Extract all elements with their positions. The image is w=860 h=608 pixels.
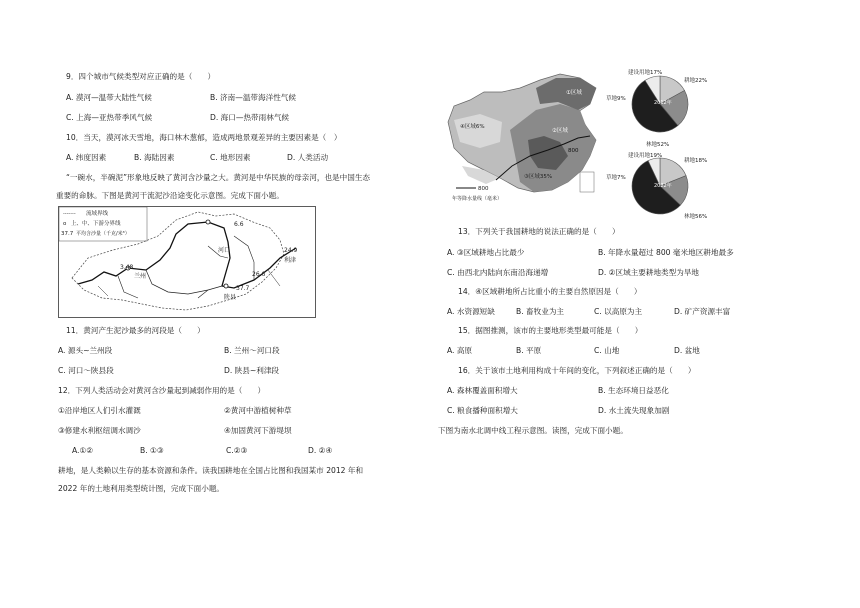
q13-stem: 13．下列关于我国耕地的说法正确的是（ ） — [458, 227, 620, 236]
q13-option-a[interactable]: A. ③区域耕地占比最少 — [447, 248, 525, 257]
q12-item-1: ①沿岸地区人们引水灌溉 — [58, 406, 141, 415]
q11-option-a[interactable]: A. 源头~兰州段 — [58, 346, 113, 355]
q16-option-d[interactable]: D. 水土流失现象加剧 — [598, 406, 670, 415]
q14-option-b[interactable]: B. 畜牧业为主 — [516, 307, 565, 316]
q12-option-d[interactable]: D. ②④ — [308, 446, 333, 455]
legend-boundary-symbol: ------- — [63, 211, 76, 217]
label-contour-800: 800 — [568, 148, 579, 154]
legend-divide-symbol: o — [63, 221, 67, 227]
q11-option-c[interactable]: C. 河口～陕县段 — [58, 366, 114, 375]
pie-2012-label-farmland: 耕地22% — [684, 78, 708, 84]
pie-2022-label-farmland: 耕地18% — [684, 158, 708, 164]
q12-item-3: ③修建水利枢纽调水调沙 — [58, 426, 141, 435]
q11-option-b[interactable]: B. 兰州～河口段 — [224, 346, 280, 355]
q10-option-d[interactable]: D. 人类活动 — [287, 153, 329, 162]
q16-option-b[interactable]: B. 生态环境日益恶化 — [598, 386, 669, 395]
q14-option-c[interactable]: C. 以高原为主 — [594, 307, 643, 316]
q10-option-c[interactable]: C. 地形因素 — [210, 153, 251, 162]
legend-divide: 上、中、下游分界线 — [71, 221, 121, 227]
pie-2012-label-construction: 建设用地17% — [628, 70, 663, 76]
q16-stem: 16．关于该市土地利用构成十年间的变化，下列叙述正确的是（ ） — [458, 366, 696, 375]
value-24-9: 24.9 — [284, 247, 298, 254]
q12-item-2: ②黄河中游植树种草 — [224, 406, 292, 415]
legend-isohyet: 年等降水量线（毫米） — [452, 196, 503, 202]
yellow-river-map — [58, 206, 316, 318]
intro-yellow-river-line1: “一碗水，半碗泥”形象地反映了黄河含沙量之大。黄河是中华民族的母亲河，也是中国生态 — [66, 173, 371, 182]
q10-option-b[interactable]: B. 海陆因素 — [134, 153, 175, 162]
intro-yellow-river-line2: 重要的命脉。下图是黄河干流泥沙沿途变化示意图。完成下面小题。 — [56, 191, 284, 200]
q14-option-a[interactable]: A. 水资源短缺 — [447, 307, 495, 316]
q12-option-c[interactable]: C.②③ — [226, 446, 248, 455]
pie-2022-label-forest: 林地56% — [684, 214, 708, 220]
label-region-4: ④区域6% — [460, 124, 485, 130]
q14-option-d[interactable]: D. 矿产资源丰富 — [674, 307, 731, 316]
q9-option-a[interactable]: A. 漠河—温带大陆性气候 — [66, 93, 152, 102]
q15-option-d[interactable]: D. 盆地 — [674, 346, 700, 355]
legend-boundary: 流域界线 — [86, 211, 109, 217]
place-lanzhou: 兰州 — [134, 273, 147, 280]
place-hekou: 河口 — [218, 247, 231, 254]
pie-2022-label-grass: 草地7% — [606, 175, 626, 181]
value-26-6: 26.6 — [252, 271, 266, 278]
legend-sediment-symbol: 37.7 — [61, 231, 74, 237]
label-region-3: ③区域35% — [524, 174, 553, 180]
q13-option-b[interactable]: B. 年降水量超过 800 毫米地区耕地最多 — [598, 248, 734, 257]
intro-south-north-water: 下图为南水北调中线工程示意图。读图，完成下面小题。 — [438, 426, 628, 435]
place-lijin: 利津 — [284, 257, 297, 264]
q9-option-c[interactable]: C. 上海—亚热带季风气候 — [66, 113, 153, 122]
q10-option-a[interactable]: A. 纬度因素 — [66, 153, 107, 162]
intro-farmland-line2: 2022 年的土地利用类型统计图，完成下面小题。 — [58, 484, 225, 493]
q12-option-a[interactable]: A.①② — [72, 446, 94, 455]
q16-option-c[interactable]: C. 粮食播种面积增大 — [447, 406, 518, 415]
legend-sediment: 平均含沙量（千克/米³） — [76, 231, 130, 237]
pie-2022-year: 2022年 — [654, 183, 672, 189]
q9-option-d[interactable]: D. 海口—热带雨林气候 — [210, 113, 290, 122]
value-37-7: 37.7 — [236, 285, 250, 292]
q16-option-a[interactable]: A. 森林覆盖面积增大 — [447, 386, 518, 395]
q12-stem: 12．下列人类活动会对黄河含沙量起到减弱作用的是（ ） — [58, 386, 266, 395]
q15-stem: 15．据图推测，该市的主要地形类型最可能是（ ） — [458, 326, 643, 335]
q15-option-c[interactable]: C. 山地 — [594, 346, 620, 355]
place-shanxian: 陕县 — [224, 294, 237, 301]
value-6-6: 6.6 — [234, 221, 244, 228]
pie-2022-label-construction: 建设用地19% — [628, 153, 663, 159]
value-3-48: 3.48 — [120, 264, 134, 271]
legend-800: 800 — [478, 186, 489, 192]
q15-option-a[interactable]: A. 高原 — [447, 346, 473, 355]
q13-option-c[interactable]: C. 由西北内陆向东南沿海递增 — [447, 268, 549, 277]
china-farmland-map — [440, 70, 620, 210]
label-region-1: ①区域 — [566, 90, 582, 96]
pie-2012-label-forest: 林地52% — [646, 142, 670, 148]
pie-2012-label-grass: 草地9% — [606, 96, 626, 102]
q15-option-b[interactable]: B. 平原 — [516, 346, 542, 355]
q10-stem: 10．当天，漠河冰天雪地，海口林木葱郁，造成两地景观差异的主要因素是（ ） — [66, 133, 342, 142]
label-region-2: ②区域 — [552, 128, 568, 134]
q11-stem: 11．黄河产生泥沙最多的河段是（ ） — [66, 326, 205, 335]
q12-item-4: ④加固黄河下游堤坝 — [224, 426, 292, 435]
q9-option-b[interactable]: B. 济南—温带海洋性气候 — [210, 93, 296, 102]
q12-option-b[interactable]: B. ①③ — [140, 446, 164, 455]
q9-stem: 9．四个城市气候类型对应正确的是（ ） — [66, 72, 216, 81]
q13-option-d[interactable]: D. ②区域主要耕地类型为旱地 — [598, 268, 700, 277]
intro-farmland-line1: 耕地，是人类赖以生存的基本资源和条件。读我国耕地在全国占比图和我国某市 2012 年和 — [58, 466, 364, 475]
land-use-pies — [608, 66, 718, 224]
q14-stem: 14．④区域耕地所占比重小的主要自然原因是（ ） — [458, 287, 642, 296]
pie-2012-year: 2012年 — [654, 100, 672, 106]
q11-option-d[interactable]: D. 陕县~利津段 — [224, 366, 280, 375]
